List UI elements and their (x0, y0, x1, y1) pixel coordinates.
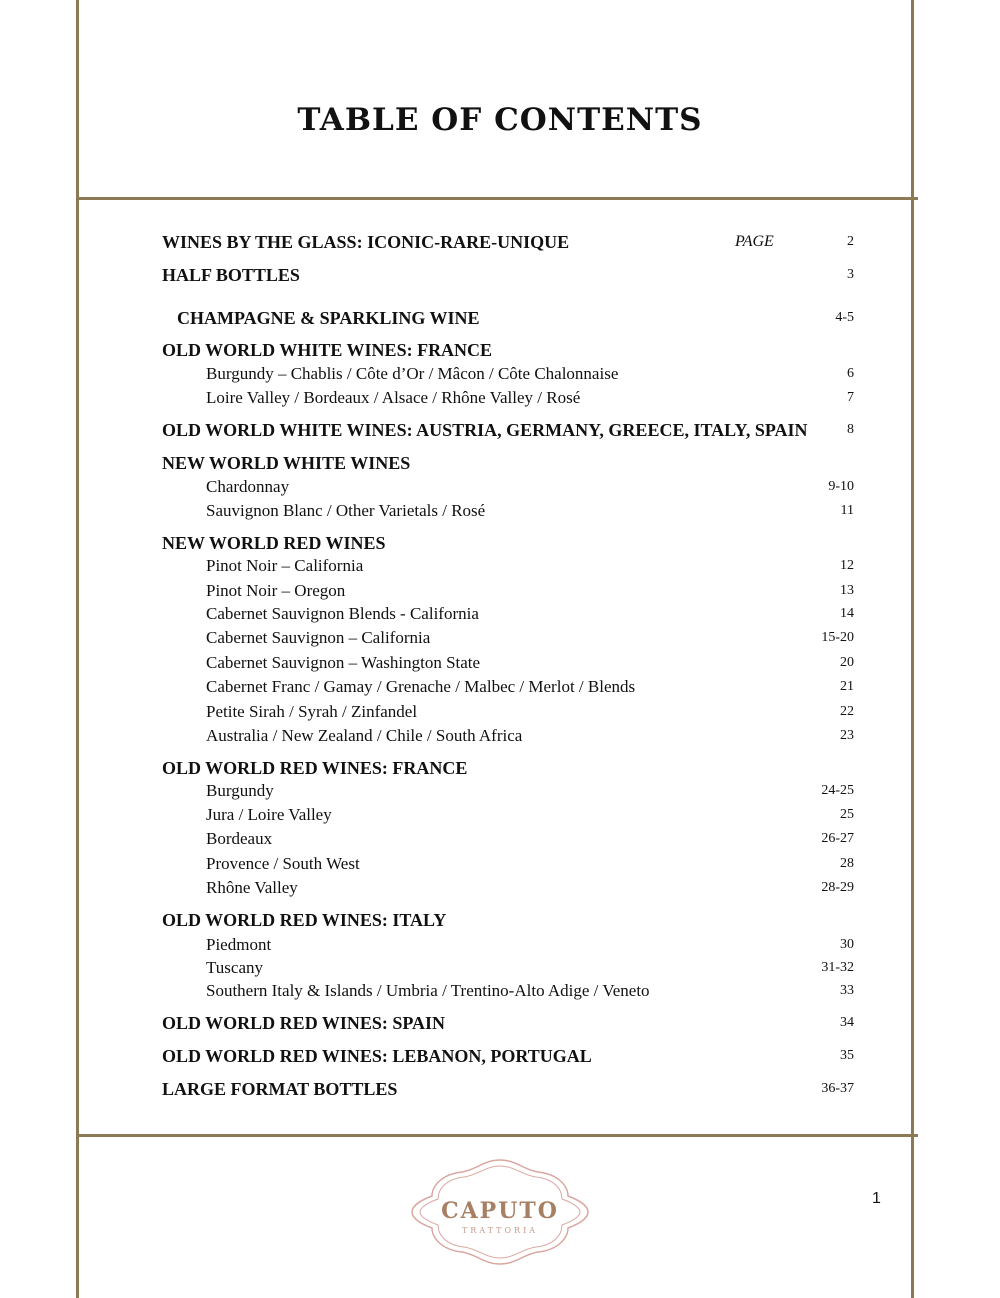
toc-entry-page: 4-5 (835, 310, 854, 325)
footer-divider (76, 1134, 918, 1137)
toc-entry-southern-italy[interactable] (162, 981, 854, 1005)
toc-entry-label: OLD WORLD RED WINES: LEBANON, PORTUGAL (162, 1046, 592, 1066)
toc-entry-label: Burgundy – Chablis / Côte d’Or / Mâcon / Côte Chalonnaise (206, 364, 619, 383)
toc-entry-label: Bordeaux (206, 829, 273, 848)
toc-entry-large-format[interactable] (162, 1079, 854, 1103)
toc-entry-label: Cabernet Franc / Gamay / Grenache / Malbec / Merlot / Blends (206, 677, 636, 696)
toc-section-new-world-red[interactable] (162, 533, 854, 557)
toc-entry-rhone-red[interactable] (162, 878, 854, 902)
toc-section-new-world-white[interactable] (162, 453, 854, 477)
logo-name: CAPUTO (441, 1198, 559, 1224)
toc-entry-petite-sirah[interactable] (162, 702, 854, 726)
toc-entry-page: 24-25 (821, 783, 854, 798)
toc-entry-label: Piedmont (206, 935, 272, 954)
toc-entry-half-bottles[interactable] (162, 265, 854, 289)
toc-entry-label: Cabernet Sauvignon – California (206, 628, 431, 647)
toc-entry-pinot-california[interactable] (162, 556, 854, 580)
toc-entry-label: Tuscany (206, 958, 263, 977)
toc-entry-page: 7 (847, 390, 854, 405)
toc-entry-label: OLD WORLD RED WINES: SPAIN (162, 1013, 446, 1033)
toc-entry-page: 28 (840, 856, 854, 871)
toc-entry-tuscany[interactable] (162, 958, 854, 982)
toc-entry-pinot-oregon[interactable] (162, 581, 854, 605)
toc-entry-page: 2 (847, 234, 854, 249)
toc-entry-piedmont[interactable] (162, 935, 854, 959)
toc-entry-cabernet-washington[interactable] (162, 653, 854, 677)
page-number: 1 (872, 1190, 881, 1207)
toc-entry-label: OLD WORLD WHITE WINES: AUSTRIA, GERMANY, GREECE, ITALY, SPAIN (162, 420, 808, 440)
toc-entry-page: 35 (840, 1048, 854, 1063)
toc-entry-chardonnay[interactable] (162, 477, 854, 501)
toc-entry-page: 34 (840, 1015, 854, 1030)
toc-section-label: OLD WORLD RED WINES: ITALY (162, 910, 447, 930)
toc-entry-label: Petite Sirah / Syrah / Zinfandel (206, 702, 418, 721)
toc-entry-label: Cabernet Sauvignon – Washington State (206, 653, 481, 672)
toc-entry-label: Pinot Noir – California (206, 556, 364, 575)
toc-entry-burgundy-red[interactable] (162, 781, 854, 805)
toc-entry-page: 25 (840, 807, 854, 822)
toc-entry-sauvignon-blanc[interactable] (162, 501, 854, 525)
toc-entry-label: CHAMPAGNE & SPARKLING WINE (177, 308, 480, 328)
toc-entry-champagne[interactable] (162, 308, 854, 332)
toc-entry-label: Loire Valley / Bordeaux / Alsace / Rhône Valley / Rosé (206, 388, 581, 407)
toc-entry-label: Pinot Noir – Oregon (206, 581, 346, 600)
toc-entry-burgundy-white[interactable] (162, 364, 854, 388)
toc-entry-label: LARGE FORMAT BOTTLES (162, 1079, 398, 1099)
toc-entry-old-world-red-lebanon[interactable] (162, 1046, 854, 1070)
toc-entry-page: 31-32 (821, 960, 854, 975)
toc-entry-page: 26-27 (821, 831, 854, 846)
toc-entry-bordeaux[interactable] (162, 829, 854, 853)
page-title: TABLE OF CONTENTS (297, 102, 703, 138)
toc-entry-page: 36-37 (821, 1081, 854, 1096)
toc-entry-page: 23 (840, 728, 854, 743)
toc-entry-label: Provence / South West (206, 854, 360, 873)
toc-entry-provence[interactable] (162, 854, 854, 878)
toc-entry-label: Rhône Valley (206, 878, 298, 897)
toc-entry-label: Sauvignon Blanc / Other Varietals / Rosé (206, 501, 486, 520)
toc-entry-page: 11 (840, 503, 854, 518)
toc-section-old-world-red-italy[interactable] (162, 910, 854, 934)
toc-section-label: NEW WORLD RED WINES (162, 533, 386, 553)
toc-entry-page: 6 (847, 366, 854, 381)
toc-entry-wines-by-the-glass[interactable] (162, 232, 854, 256)
toc-entry-label: Australia / New Zealand / Chile / South Africa (206, 726, 523, 745)
toc-entry-page: 21 (840, 679, 854, 694)
toc-entry-label: WINES BY THE GLASS: ICONIC-RARE-UNIQUE (162, 232, 570, 252)
toc-entry-label: Southern Italy & Islands / Umbria / Trentino-Alto Adige / Veneto (206, 981, 650, 1000)
toc-entry-loire-white[interactable] (162, 388, 854, 412)
toc-section-old-world-white-france[interactable] (162, 340, 854, 364)
header-divider (76, 197, 918, 200)
toc-entry-page: 9-10 (828, 479, 854, 494)
toc-entry-cabernet-california[interactable] (162, 628, 854, 652)
toc-entry-cabernet-franc[interactable] (162, 677, 854, 701)
toc-entry-cabernet-blends[interactable] (162, 604, 854, 628)
toc-entry-old-world-white-other[interactable] (162, 420, 854, 444)
toc-section-old-world-red-france[interactable] (162, 758, 854, 782)
toc-entry-jura-loire[interactable] (162, 805, 854, 829)
toc-entry-label: Jura / Loire Valley (206, 805, 332, 824)
toc-entry-label: Burgundy (206, 781, 274, 800)
toc-entry-page: 13 (840, 583, 854, 598)
toc-entry-australia[interactable] (162, 726, 854, 750)
toc-entry-page: 30 (840, 937, 854, 952)
toc-entry-label: HALF BOTTLES (162, 265, 300, 285)
toc-entry-old-world-red-spain[interactable] (162, 1013, 854, 1037)
caputo-logo (408, 1156, 592, 1268)
toc-entry-page: 22 (840, 704, 854, 719)
toc-entry-page: 28-29 (821, 880, 854, 895)
toc-entry-page: 8 (847, 422, 854, 437)
toc-entry-page: 15-20 (821, 630, 854, 645)
toc-entry-page: 20 (840, 655, 854, 670)
toc-section-label: OLD WORLD WHITE WINES: FRANCE (162, 340, 493, 360)
toc-entry-label: Cabernet Sauvignon Blends - California (206, 604, 479, 623)
page-column-header: PAGE (735, 233, 774, 250)
toc-section-label: NEW WORLD WHITE WINES (162, 453, 411, 473)
toc-entry-page: 12 (840, 558, 854, 573)
toc-section-label: OLD WORLD RED WINES: FRANCE (162, 758, 468, 778)
toc-entry-page: 33 (840, 983, 854, 998)
toc-entry-label: Chardonnay (206, 477, 290, 496)
toc-entry-page: 3 (847, 267, 854, 282)
logo-subtitle: TRATTORIA (461, 1226, 539, 1235)
toc-entry-page: 14 (840, 606, 854, 621)
